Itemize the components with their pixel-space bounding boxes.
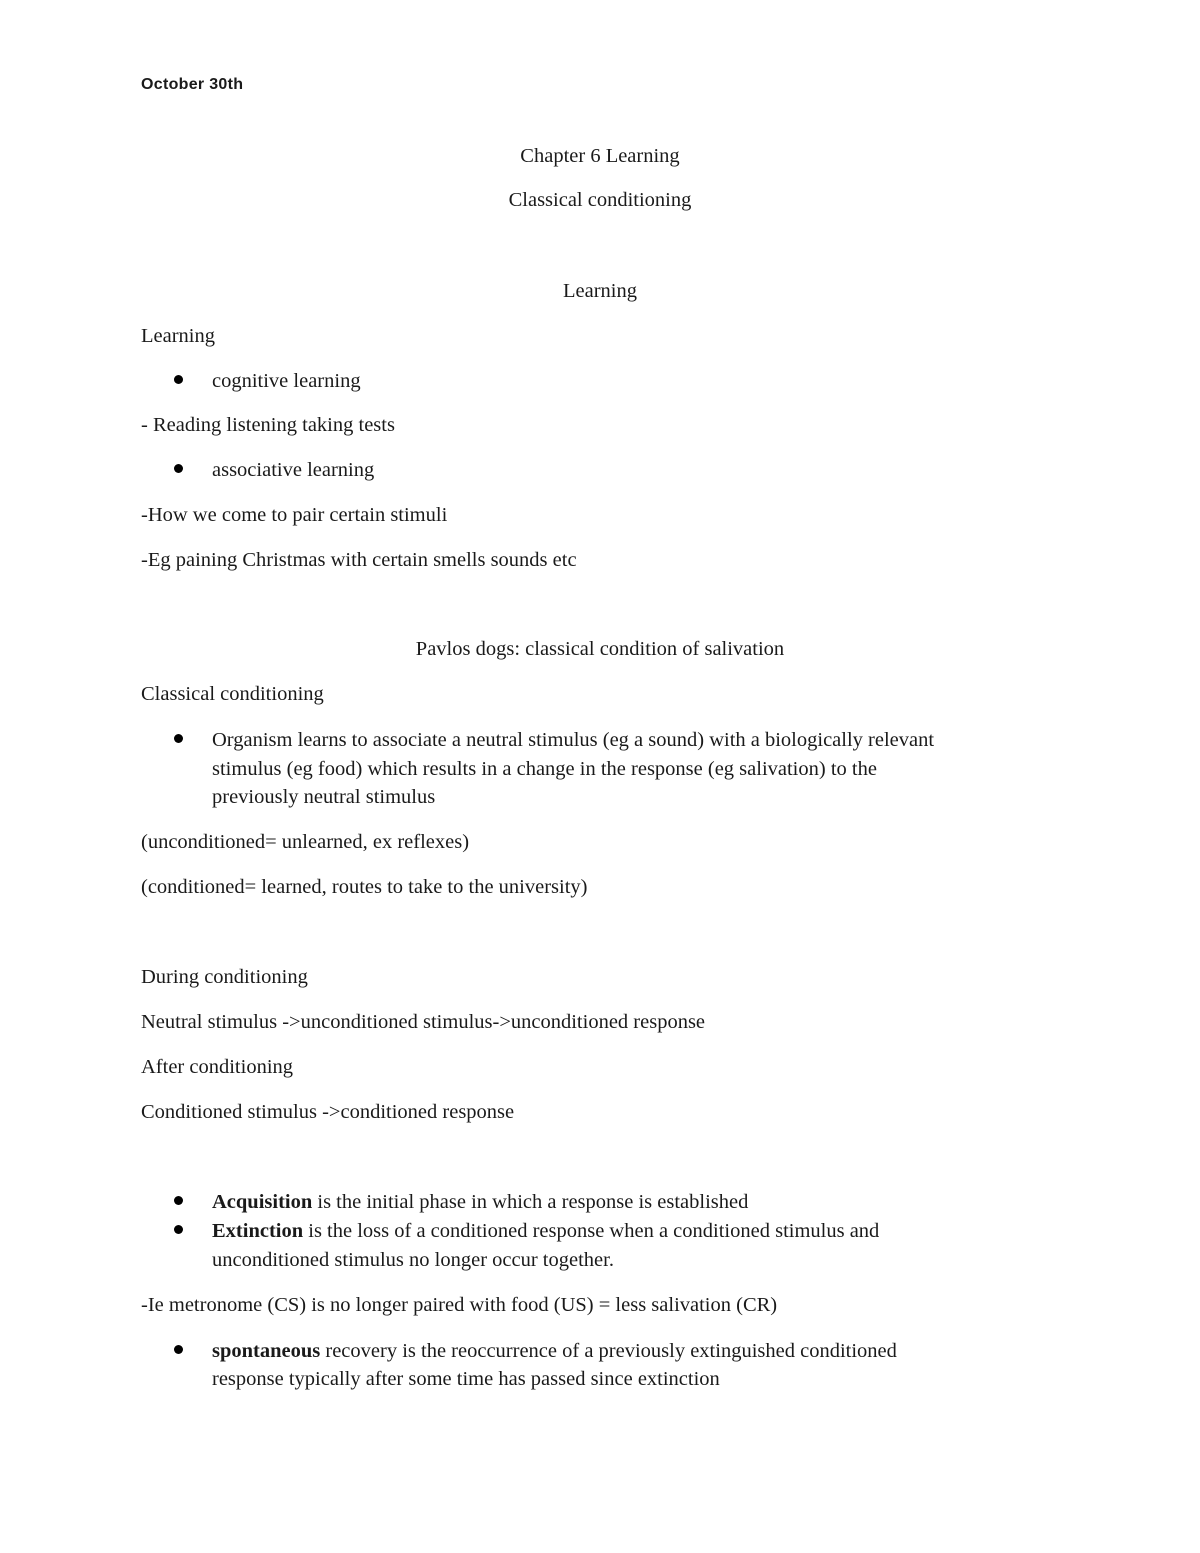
- bullet-icon: [174, 734, 183, 743]
- classical-conditioning-label: Classical conditioning: [141, 683, 324, 705]
- spontaneous-definition-1: recovery is the reoccurrence of a previously extinguished conditioned: [320, 1340, 897, 1362]
- bullet-icon: [174, 1196, 183, 1205]
- learning-heading: Learning: [563, 280, 637, 302]
- spontaneous-term: spontaneous: [212, 1340, 321, 1362]
- extinction-definition-1: is the loss of a conditioned response when a conditioned stimulus and: [303, 1220, 880, 1242]
- chapter-title: Chapter 6 Learning: [520, 145, 680, 167]
- spontaneous-bullet-line-1: [212, 1341, 897, 1362]
- note-christmas-example: -Eg paining Christmas with certain smells sounds etc: [141, 549, 577, 571]
- during-conditioning-label: During conditioning: [141, 966, 308, 988]
- extinction-bullet-line-2: unconditioned stimulus no longer occur together.: [212, 1249, 614, 1271]
- pavlov-heading: Pavlos dogs: classical condition of salivation: [415, 638, 785, 660]
- bullet-cognitive-learning: cognitive learning: [212, 370, 361, 392]
- note-pair-stimuli: -How we come to pair certain stimuli: [141, 504, 448, 526]
- bullet-icon: [174, 464, 183, 473]
- extinction-term: Extinction: [212, 1220, 304, 1242]
- organism-bullet-line-2: stimulus (eg food) which results in a change in the response (eg salivation) to the: [212, 758, 877, 780]
- acquisition-definition: is the initial phase in which a response is established: [312, 1191, 749, 1213]
- document-date: October 30th: [141, 76, 244, 93]
- bullet-icon: [174, 1225, 183, 1234]
- extinction-bullet-line-1: [212, 1221, 879, 1242]
- during-conditioning-chain: Neutral stimulus ->unconditioned stimulus->unconditioned response: [141, 1011, 706, 1033]
- after-conditioning-label: After conditioning: [141, 1056, 294, 1078]
- learning-label: Learning: [141, 325, 215, 347]
- topic-title: Classical conditioning: [508, 189, 692, 211]
- spontaneous-bullet-line-2: response typically after some time has passed since extinction: [212, 1368, 720, 1390]
- unconditioned-note: (unconditioned= unlearned, ex reflexes): [141, 831, 470, 853]
- organism-bullet-line-3: previously neutral stimulus: [212, 786, 436, 808]
- bullet-icon: [174, 1345, 183, 1354]
- acquisition-bullet: [212, 1192, 748, 1213]
- bullet-associative-learning: associative learning: [212, 459, 375, 481]
- metronome-note: -Ie metronome (CS) is no longer paired with food (US) = less salivation (CR): [141, 1294, 778, 1316]
- acquisition-term: Acquisition: [212, 1191, 313, 1213]
- organism-bullet-line-1: Organism learns to associate a neutral stimulus (eg a sound) with a biologically relevant: [212, 729, 935, 751]
- conditioned-note: (conditioned= learned, routes to take to the university): [141, 876, 588, 898]
- note-cognitive-examples: - Reading listening taking tests: [141, 414, 395, 436]
- after-conditioning-chain: Conditioned stimulus ->conditioned response: [141, 1101, 515, 1123]
- bullet-icon: [174, 375, 183, 384]
